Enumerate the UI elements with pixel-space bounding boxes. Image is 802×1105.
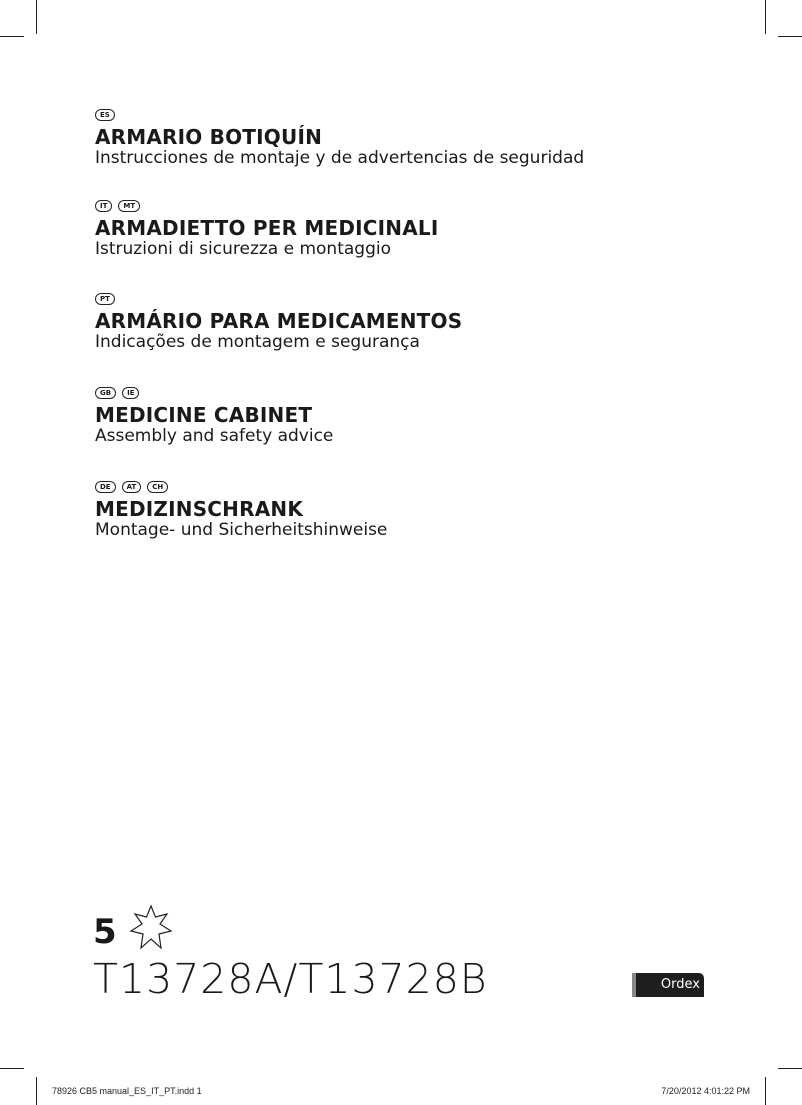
model-number: T13728A/T13728B [93,955,488,1003]
crop-mark [0,1068,24,1069]
section-pt [95,293,462,352]
quantity-label: 5 [93,912,117,952]
section-title: MEDIZINSCHRANK [95,497,304,521]
section-subtitle: Montage- und Sicherheitshinweise [95,520,388,540]
section-title: ARMÁRIO PARA MEDICAMENTOS [95,309,463,333]
crop-mark [0,36,24,37]
crop-mark [36,1077,37,1105]
section-title: ARMADIETTO PER MEDICINALI [95,216,439,240]
country-badge: MT [118,200,140,212]
country-badge: GB [95,387,116,399]
crop-mark [765,0,766,34]
section-subtitle: Istruzioni di sicurezza e montaggio [95,239,391,259]
slug-filename: 78926 CB5 manual_ES_IT_PT.indd 1 [52,1086,202,1096]
crop-mark [765,1077,766,1105]
section-de [95,481,387,540]
country-badge: AT [122,481,142,493]
section-gb [95,387,333,446]
crop-mark [778,1068,802,1069]
crop-mark [778,36,802,37]
crop-mark [36,0,37,34]
country-badge: DE [95,481,116,493]
slug-timestamp: 7/20/2012 4:01:22 PM [661,1086,750,1096]
section-title: ARMARIO BOTIQUÍN [95,125,323,149]
section-title: MEDICINE CABINET [95,403,313,427]
country-badge: IT [95,200,112,212]
brand-logo: Ordex [632,973,704,997]
section-subtitle: Indicações de montagem e segurança [95,332,420,352]
country-badge: PT [95,293,115,305]
section-es [95,109,584,168]
section-it [95,200,439,259]
star-icon [128,904,174,952]
section-subtitle: Instrucciones de montaje y de advertencias de seguridad [95,148,585,168]
country-badge: ES [95,109,115,121]
country-badge: CH [147,481,168,493]
country-badge: IE [122,387,139,399]
section-subtitle: Assembly and safety advice [95,426,334,446]
